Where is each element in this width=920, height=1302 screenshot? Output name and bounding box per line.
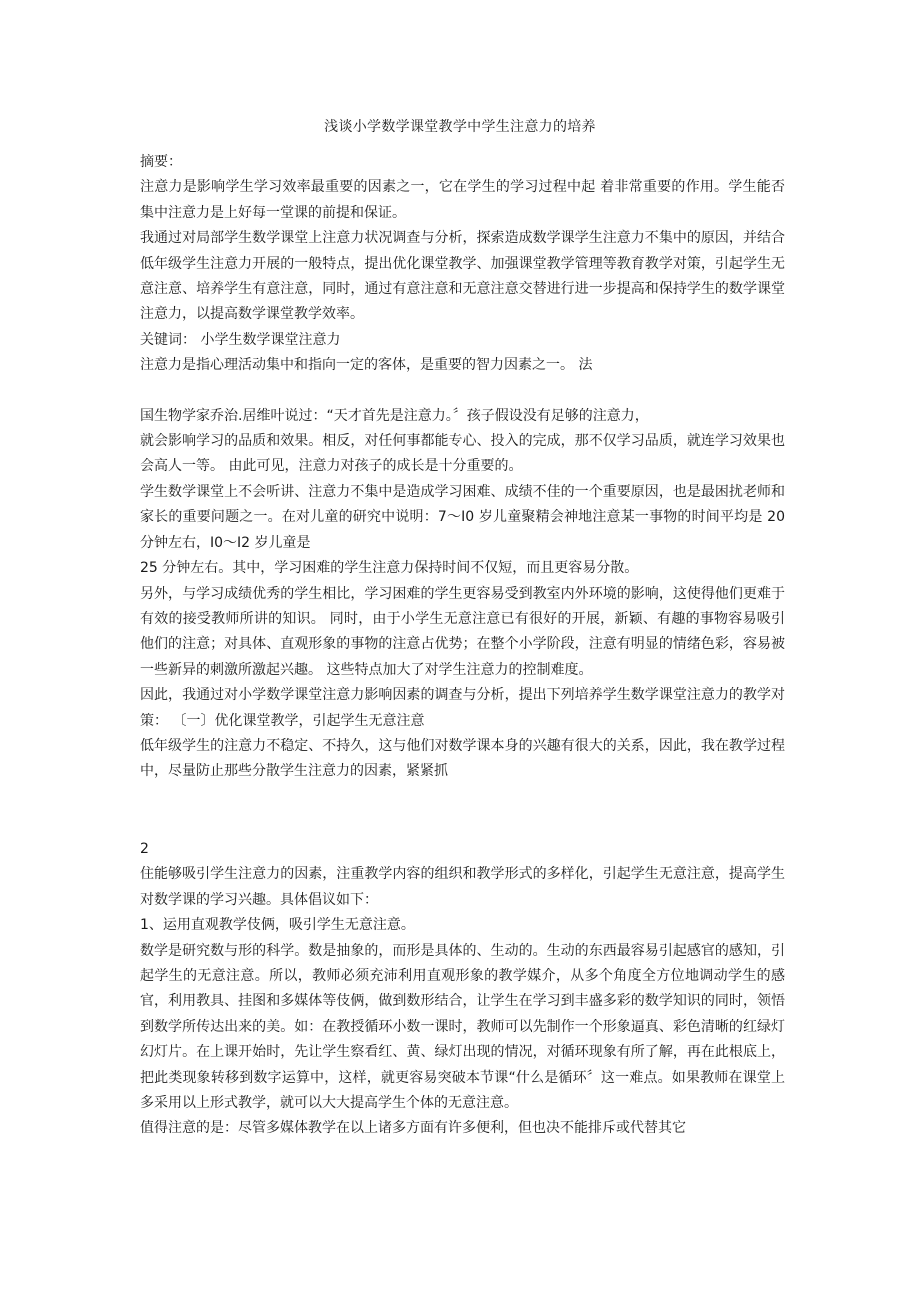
page-number: 2 xyxy=(140,841,149,857)
paragraph: 另外，与学习成绩优秀的学生相比，学习困难的学生更容易受到教室内外环境的影响，这使得他们更难于有效的接受教师所讲的知识。 同时，由于小学生无意注意已有很好的开展，新颖、有趣的事物容易吸引他们的注意；对具体、直观形象的事物的注意占优势；在整个小学阶段，注意有明显的情绪色彩，容易被一些新异的刺激所激起兴趣。 这些特点加大了对学生注意力的控制难度。 xyxy=(140,585,785,678)
document-title: 浅谈小学数学课堂教学中学生注意力的培养 xyxy=(324,119,596,135)
paragraph: 因此，我通过对小学数学课堂注意力影响因素的调查与分析，提出下列培养学生数学课堂注意力的教学对策： 〔一〕优化课堂教学，引起学生无意注意 xyxy=(140,687,785,729)
paragraph: 国生物学家乔治.居维叶说过：“天才首先是注意力。〞孩子假设没有足够的注意力， xyxy=(140,407,649,424)
paragraph: 注意力是指心理活动集中和指向一定的客体，是重要的智力因素之一。 法 xyxy=(140,357,593,374)
body-block-2 xyxy=(140,837,785,1142)
paragraph: 就会影响学习的品质和效果。相反，对任何事都能专心、投入的完成，那不仅学习品质，就连学习效果也会高人一等。 由此可见，注意力对孩子的成长是十分重要的。 xyxy=(140,433,785,475)
paragraph: 值得注意的是：尽管多媒体教学在以上诸多方面有许多便利，但也决不能排斥或代替其它 xyxy=(140,1120,686,1137)
abstract-heading: 摘要： xyxy=(140,154,182,170)
paragraph: 住能够吸引学生注意力的因素，注重教学内容的组织和教学形式的多样化，引起学生无意注意，提高学生对数学课的学习兴趣。具体倡议如下： xyxy=(140,866,785,908)
body-block-1 xyxy=(140,150,785,785)
paragraph-gap xyxy=(140,379,785,404)
keywords-line: 关键词： 小学生数学课堂注意力 xyxy=(140,331,341,348)
paragraph: 注意力是影响学生学习效率最重要的因素之一，它在学生的学习过程中起 着非常重要的作用。学生能否集中注意力是上好每一堂课的前提和保证。 xyxy=(140,179,785,221)
paragraph: 25 分钟左右。其中，学习困难的学生注意力保持时间不仅短，而且更容易分散。 xyxy=(140,560,639,577)
paragraph: 数学是研究数与形的科学。数是抽象的，而形是具体的、生动的。生动的东西最容易引起感官的感知，引起学生的无意注意。所以，教师必须充沛利用直观形象的教学媒介，从多个角度全方位地调动学生的感官，利用教具、挂图和多媒体等伎俩，做到数形结合，让学生在学习到丰盛多彩的数学知识的同时，领悟到数学所传达出来的美。如：在教授循环小数一课时，教师可以先制作一个形象逼真、彩色清晰的红绿灯幻灯片。在上课开始时，先让学生察看红、黄、绿灯出现的情况，对循环现象有所了解，再在此根底上，把此类现象转移到数字运算中，这样，就更容易突破本节课“什么是循环〞这一难点。如果教师在课堂上多采用以上形式教学，就可以大大提高学生个体的无意注意。 xyxy=(140,942,785,1112)
section-heading: 1、运用直观教学伎俩，吸引学生无意注意。 xyxy=(140,917,415,934)
paragraph: 学生数学课堂上不会听讲、注意力不集中是造成学习困难、成绩不佳的一个重要原因，也是最困扰老师和家长的重要问题之一。在对儿童的研究中说明：7～I0 岁儿童聚精会神地注意某一事物的时间平均是 20 分钟左右，I0～I2 岁儿童是 xyxy=(140,483,785,551)
paragraph: 低年级学生的注意力不稳定、不持久，这与他们对数学课本身的兴趣有很大的关系，因此，我在教学过程中，尽量防止那些分散学生注意力的因素，紧紧抓 xyxy=(140,737,785,780)
paragraph: 我通过对局部学生数学课堂上注意力状况调查与分析，探索造成数学课学生注意力不集中的原因，并结合低年级学生注意力开展的一般特点，提出优化课堂教学、加强课堂教学管理等教育教学对策，引起学生无意注意、培养学生有意注意，同时，通过有意注意和无意注意交替进行进一步提高和保持学生的数学课堂注意力，以提高数学课堂教学效率。 xyxy=(140,230,785,323)
